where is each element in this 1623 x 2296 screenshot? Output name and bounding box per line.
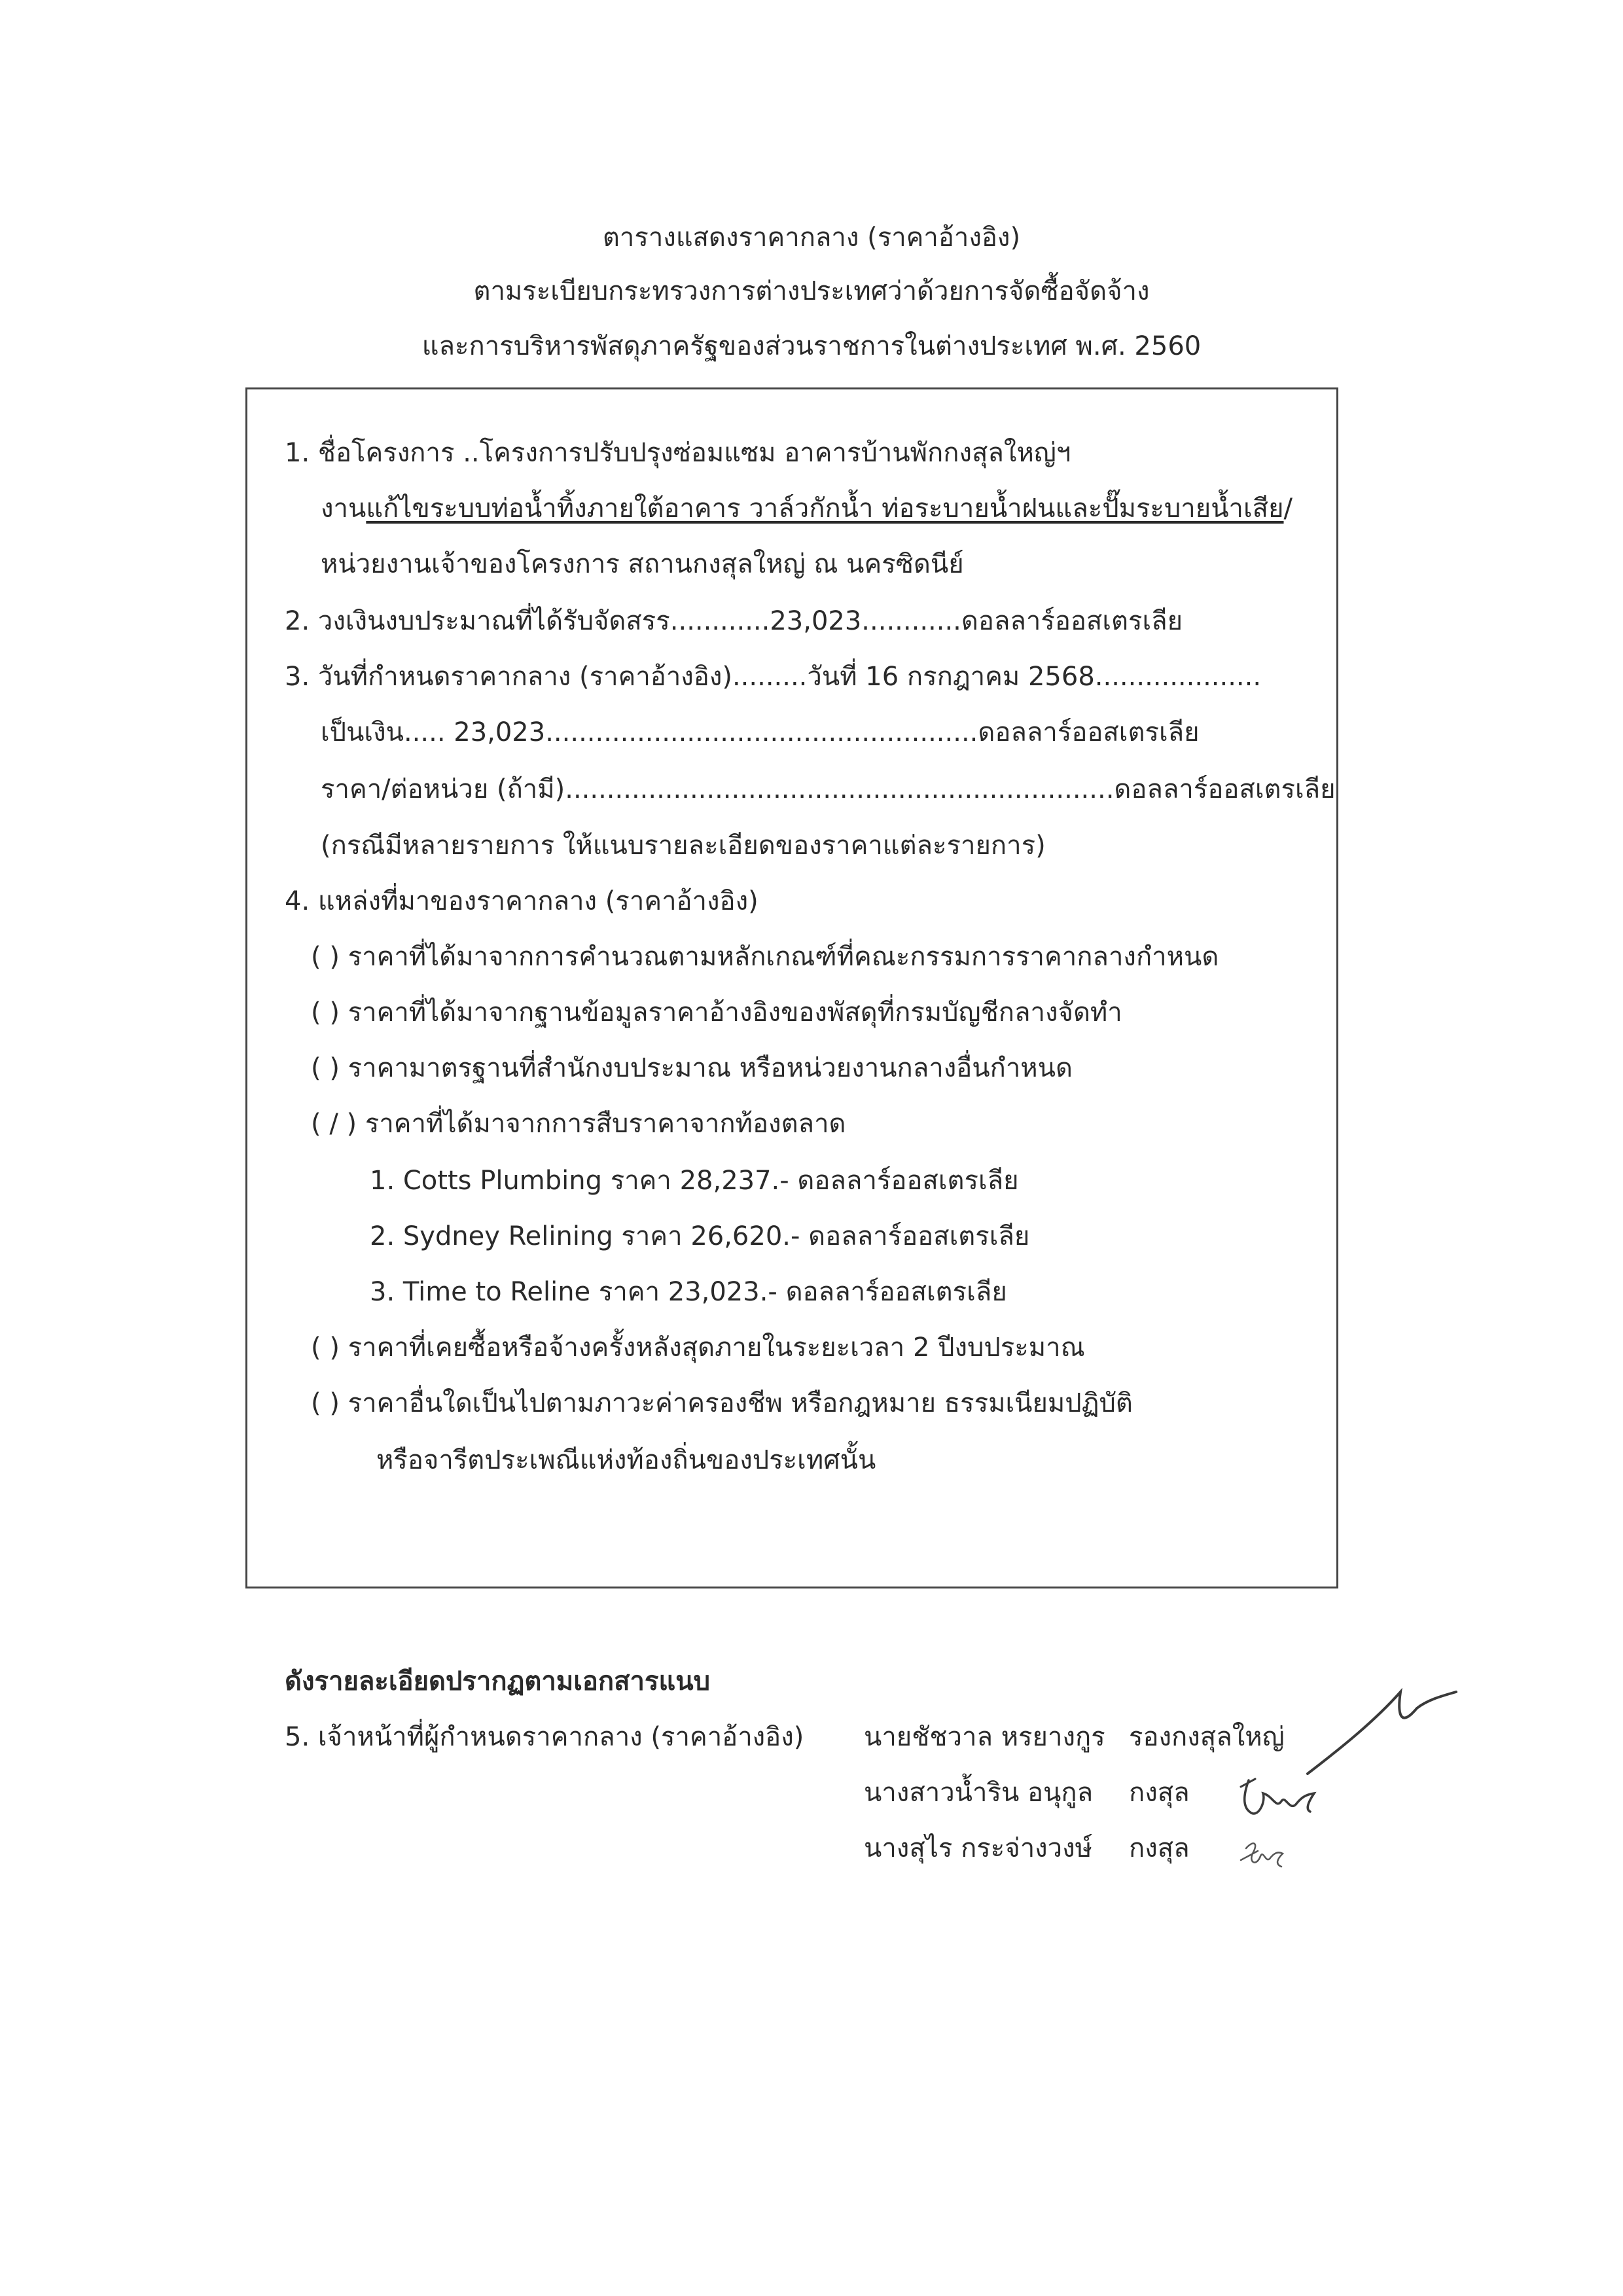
- official-position-2: กงสุล: [1129, 1778, 1190, 1808]
- signature-1-icon: [1302, 1676, 1459, 1787]
- item3-unit-price: ราคา/ต่อหน่วย (ถ้ามี)..................................................................ดอลลาร์ออสเตรเลีย: [321, 774, 1336, 804]
- official-name-1: นายชัชวาล หรยางกูร: [864, 1722, 1105, 1752]
- item3-amount: เป็นเงิน..... 23,023....................................................ดอลลาร์ออสเตรเลีย: [321, 717, 1200, 747]
- item4-option-6-cont: หรือจารีตประเพณีแห่งท้องถิ่นของประเทศนั้น: [376, 1445, 876, 1475]
- item1-scope-underlined: แก้ไขระบบท่อน้ำทิ้งภายใต้อาคาร วาล์วกักน้ำ ท่อระบายน้ำฝนและปั๊มระบายน้ำเสีย: [366, 493, 1284, 524]
- item4-option-6: ( ) ราคาอื่นใดเป็นไปตามภาวะค่าครองชีพ หรือกฎหมาย ธรรมเนียมปฏิบัติ: [311, 1388, 1133, 1418]
- details-note: ดังรายละเอียดปรากฏตามเอกสารแนบ: [285, 1666, 710, 1696]
- official-position-1: รองกงสุลใหญ่: [1129, 1722, 1285, 1752]
- item1-scope: [321, 493, 1293, 524]
- quote-3: 3. Time to Reline ราคา 23,023.- ดอลลาร์ออสเตรเลีย: [370, 1277, 1007, 1307]
- official-position-3: กงสุล: [1129, 1833, 1190, 1863]
- item4-option-5: ( ) ราคาที่เคยซื้อหรือจ้างครั้งหลังสุดภายในระยะเวลา 2 ปีงบประมาณ: [311, 1333, 1085, 1363]
- title-line-2: ตามระเบียบกระทรวงการต่างประเทศว่าด้วยการจัดซื้อจัดจ้าง: [473, 276, 1150, 306]
- item4-heading: 4. แหล่งที่มาของราคากลาง (ราคาอ้างอิง): [285, 886, 758, 916]
- quote-2: 2. Sydney Relining ราคา 26,620.- ดอลลาร์ออสเตรเลีย: [370, 1221, 1030, 1251]
- item4-option-4: ( / ) ราคาที่ได้มาจากการสืบราคาจากท้องตลาด: [311, 1109, 846, 1139]
- signature-2-icon: [1237, 1775, 1322, 1824]
- item1-scope-prefix: งาน: [321, 493, 366, 524]
- item5-label: 5. เจ้าหน้าที่ผู้กำหนดราคากลาง (ราคาอ้างอิง): [285, 1722, 804, 1752]
- item3-note: (กรณีมีหลายรายการ ให้แนบรายละเอียดของราคาแต่ละรายการ): [321, 831, 1046, 861]
- official-name-2: นางสาวน้ำริน อนุกูล: [864, 1778, 1094, 1808]
- quote-1: 1. Cotts Plumbing ราคา 28,237.- ดอลลาร์ออสเตรเลีย: [370, 1166, 1019, 1196]
- item4-option-3: ( ) ราคามาตรฐานที่สำนักงบประมาณ หรือหน่วยงานกลางอื่นกำหนด: [311, 1053, 1073, 1083]
- item1-scope-suffix: /: [1283, 493, 1293, 524]
- item4-option-1: ( ) ราคาที่ได้มาจากการคำนวณตามหลักเกณฑ์ที่คณะกรรมการราคากลางกำหนด: [311, 942, 1219, 972]
- title-line-3: และการบริหารพัสดุภาครัฐของส่วนราชการในต่างประเทศ พ.ศ. 2560: [421, 331, 1202, 361]
- item1-owner-agency: หน่วยงานเจ้าของโครงการ สถานกงสุลใหญ่ ณ นครซิดนีย์: [321, 549, 964, 579]
- official-name-3: นางสุไร กระจ่างวงษ์: [864, 1833, 1093, 1863]
- item1-project-name: 1. ชื่อโครงการ ..โครงการปรับปรุงซ่อมแซม อาคารบ้านพักกงสุลใหญ่ฯ: [285, 438, 1071, 468]
- item3-date: 3. วันที่กำหนดราคากลาง (ราคาอ้างอิง).........วันที่ 16 กรกฎาคม 2568....................: [285, 662, 1262, 692]
- item2-budget: 2. วงเงินงบประมาณที่ได้รับจัดสรร............23,023............ดอลลาร์ออสเตรเลีย: [285, 606, 1183, 636]
- item4-option-2: ( ) ราคาที่ได้มาจากฐานข้อมูลราคาอ้างอิงของพัสดุที่กรมบัญชีกลางจัดทำ: [311, 997, 1122, 1028]
- title-line-1: ตารางแสดงราคากลาง (ราคาอ้างอิง): [602, 223, 1021, 253]
- signature-3-icon: [1237, 1834, 1289, 1874]
